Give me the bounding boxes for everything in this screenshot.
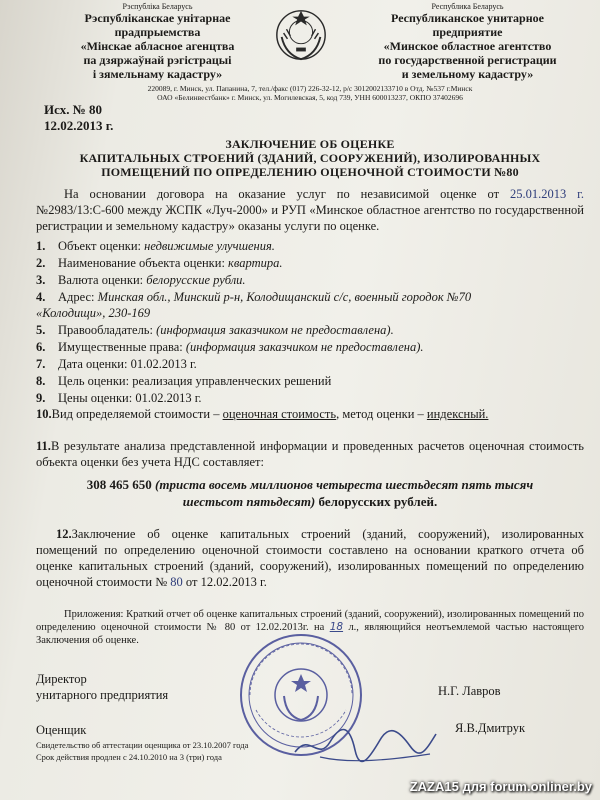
item-value: недвижимые улучшения. xyxy=(144,239,275,253)
letterhead-left-line1: Рэспубліканскае унітарнае xyxy=(84,11,231,25)
item-12-from: от xyxy=(185,575,198,589)
item-number: 11. xyxy=(36,439,51,453)
item-label: Цены оценки: xyxy=(58,391,133,405)
item-label: Цель оценки: xyxy=(58,374,130,388)
contract-date: 25.01.2013 г. xyxy=(510,187,585,201)
appendix-text: Приложения: Краткий отчет об оценке капитальных строений (зданий, сооружений), изолированных помещений по определению оценочной стоимости № 80 от 12.02.2013г. на xyxy=(36,609,584,633)
appendix-pages: 18 xyxy=(329,621,344,633)
certificate-line: Свидетельство об аттестации оценщика от 23.10.2007 года xyxy=(36,740,249,750)
intro-text-b: №2983/13:С-600 между ЖСПК «Луч-2000» и РУП «Минское областное агентство по государственной регистрации и земельному кадастру» оказаны услуги по оценке. xyxy=(36,203,584,233)
appendix-text-2: являющийся неотъемлемой частью настоящего Заключения об оценке. xyxy=(36,622,585,646)
intro-paragraph xyxy=(36,186,584,234)
appraiser-title: Оценщик xyxy=(36,723,87,737)
letterhead-right-country: Республика Беларусь xyxy=(431,2,504,11)
item-number: 5. xyxy=(36,323,46,337)
state-emblem-icon xyxy=(272,6,330,64)
letterhead-left-country: Рэспубліка Беларусь xyxy=(122,2,193,11)
item-label: Правообладатель: xyxy=(58,323,153,337)
item-4 xyxy=(36,289,471,305)
item-10-text-a: Вид определяемой стоимости – xyxy=(51,407,220,421)
item-number: 10. xyxy=(36,407,52,421)
address-line-1: 220089, г. Минск, ул. Папанина, 7, тел./факс (017) 226-32-12, р/с 3012002133710 в Отд. №537 г.Минск xyxy=(147,84,473,93)
appendix-unit: л., xyxy=(348,622,359,633)
director-title-1: Директор xyxy=(36,672,87,686)
item-number: 12. xyxy=(56,527,72,541)
letterhead-right-line3: «Минское областное агентство xyxy=(383,39,552,53)
valuation-method: индексный. xyxy=(426,407,489,421)
item-5 xyxy=(36,322,394,338)
item-3 xyxy=(36,272,246,288)
item-2 xyxy=(36,255,282,271)
letterhead-right-line5: и земельному кадастру» xyxy=(401,67,534,81)
item-number: 4. xyxy=(36,290,46,304)
item-6 xyxy=(36,339,423,355)
price-words-1: (триста восемь миллионов четыреста шестьдесят пять тысяч xyxy=(155,477,534,492)
item-value: (информация заказчиком не предоставлена). xyxy=(185,340,424,354)
title-line-1: ЗАКЛЮЧЕНИЕ ОБ ОЦЕНКЕ xyxy=(225,137,395,151)
item-11 xyxy=(36,438,584,470)
item-number: 9. xyxy=(36,391,46,405)
item-value: 01.02.2013 г. xyxy=(135,391,202,405)
item-label: Дата оценки: xyxy=(58,357,128,371)
letterhead-right-line1: Республиканское унитарное xyxy=(391,11,544,25)
report-date: 12.02.2013 г. xyxy=(200,575,267,589)
report-number: 80 xyxy=(170,575,183,589)
item-value: квартира. xyxy=(228,256,283,270)
intro-text-a: На основании договора на оказание услуг по независимой оценке от xyxy=(64,187,500,201)
item-value: (информация заказчиком не предоставлена). xyxy=(156,323,394,337)
item-value: Минская обл., Минский р-н, Колодищанский с/с, военный городок №70 xyxy=(97,290,472,304)
item-9 xyxy=(36,390,202,406)
item-label: Адрес: xyxy=(58,290,95,304)
price-words-2: шестьсот пятьдесят) xyxy=(182,494,316,509)
item-value: 01.02.2013 г. xyxy=(130,357,197,371)
item-value: реализация управленческих решений xyxy=(132,374,332,388)
letterhead-left-line4: па дзяржаўнай рэгістрацыі xyxy=(83,53,232,67)
item-12-number-sign: № xyxy=(155,575,168,589)
appraiser-name: Я.В.Дмитрук xyxy=(455,721,526,735)
item-1 xyxy=(36,238,275,254)
item-12 xyxy=(36,526,584,590)
outgoing-number: Исх. № 80 xyxy=(44,102,103,117)
item-label: Объект оценки: xyxy=(58,239,141,253)
item-number: 6. xyxy=(36,340,46,354)
letterhead-left-line3: «Мінскае абласное агенцтва xyxy=(80,39,235,53)
item-8 xyxy=(36,373,331,389)
director-name: Н.Г. Лавров xyxy=(438,684,501,698)
letterhead-left-line5: і зямельнаму кадастру» xyxy=(92,67,223,81)
item-10 xyxy=(36,406,584,422)
item-label: Валюта оценки: xyxy=(58,273,144,287)
appraised-value xyxy=(40,476,580,510)
item-number: 2. xyxy=(36,256,46,270)
letterhead-right-line4: по государственной регистрации xyxy=(378,53,557,67)
item-11-text: В результате анализа представленной информации и проведенных расчетов оценочная стоимость объекта оценки без учета НДС составляет: xyxy=(36,439,584,469)
item-number: 7. xyxy=(36,357,46,371)
title-line-3: ПОМЕЩЕНИЙ ПО ОПРЕДЕЛЕНИЮ ОЦЕНОЧНОЙ СТОИМОСТИ №80 xyxy=(101,165,519,179)
watermark: ZAZA15 для forum.onliner.by xyxy=(409,779,592,794)
item-value: белорусские рубли. xyxy=(146,273,246,287)
item-number: 1. xyxy=(36,239,46,253)
value-type: оценочная стоимость xyxy=(222,407,337,421)
item-label: Наименование объекта оценки: xyxy=(58,256,225,270)
item-7 xyxy=(36,356,197,372)
price-amount: 308 465 650 xyxy=(86,477,152,492)
title-line-2: КАПИТАЛЬНЫХ СТРОЕНИЙ (ЗДАНИЙ, СООРУЖЕНИЙ), ИЗОЛИРОВАННЫХ xyxy=(79,151,541,165)
address-line-2: ОАО «Белинвестбанк» г. Минск, ул. Могилевская, 5, код 739, УНН 600013237, ОКПО 37402696 xyxy=(157,93,463,102)
item-12-text: Заключение об оценке капитальных строений (зданий, сооружений), изолированных помещений по определению оценочной стоимости составлено на основании краткого отчета об оценке капитальных строений (зданий, сооружений), изолированных помещений по определению оценочной стоимости xyxy=(36,527,584,589)
handwritten-signature-icon xyxy=(290,712,440,772)
letterhead-right-line2: предприятие xyxy=(432,25,503,39)
letterhead xyxy=(0,0,600,112)
item-10-text-b: , метод оценки – xyxy=(336,407,424,421)
price-currency: белорусских рублей. xyxy=(318,494,438,509)
outgoing-date: 12.02.2013 г. xyxy=(44,118,114,133)
letterhead-address xyxy=(100,84,520,102)
document-title xyxy=(40,137,580,179)
item-4-continued xyxy=(36,305,150,321)
item-value-continued: «Колодищи», 230-169 xyxy=(36,306,151,320)
letterhead-left-line2: прадпрыемства xyxy=(114,25,201,39)
director-title-2: унитарного предприятия xyxy=(36,688,169,702)
item-label: Имущественные права: xyxy=(58,340,183,354)
item-number: 3. xyxy=(36,273,46,287)
letterhead-left xyxy=(40,2,275,81)
letterhead-right xyxy=(350,2,585,81)
item-number: 8. xyxy=(36,374,46,388)
certificate-extension: Срок действия продлен с 24.10.2010 на 3 (три) года xyxy=(36,752,222,762)
